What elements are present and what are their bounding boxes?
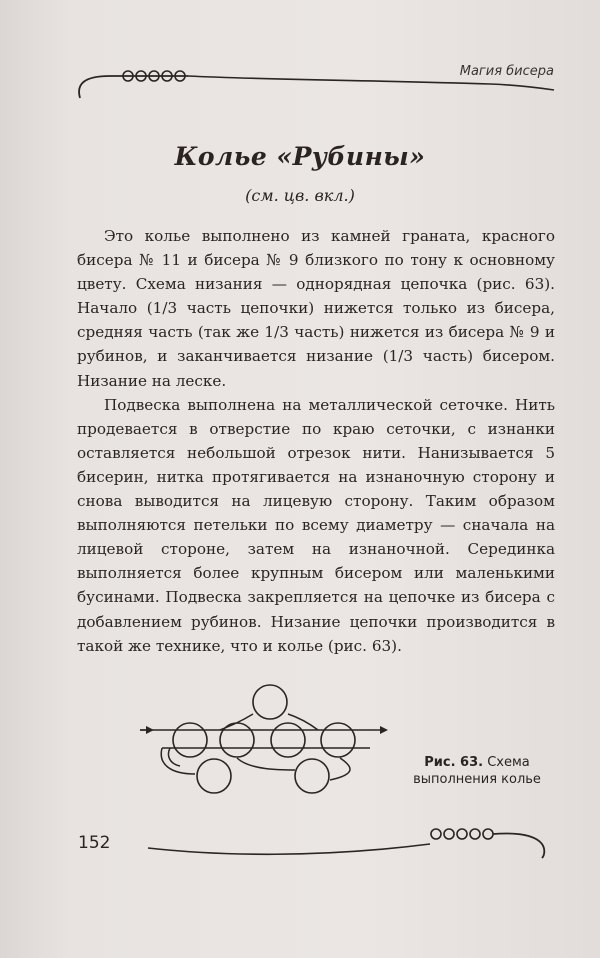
article-subtitle: (см. цв. вкл.) xyxy=(245,186,355,205)
figure-caption-text: Схема выполнения колье xyxy=(413,755,541,787)
footer-ornament xyxy=(140,818,560,862)
article-body xyxy=(77,224,555,658)
beading-scheme-diagram xyxy=(140,674,390,804)
running-title: Магия бисера xyxy=(459,64,554,79)
bead-circles xyxy=(173,685,355,793)
article-title: Колье «Рубины» xyxy=(174,142,426,171)
figure-caption-label: Рис. 63. xyxy=(424,755,484,770)
page-number: 152 xyxy=(78,833,111,853)
paragraph-1: Это колье выполнено из камней граната, красного бисера № 11 и бисера № 9 близкого по тону к основному цвету. Схема низания — однорядная цепочка (рис. 63). Начало (1/3 часть цепочки) нижется только из бисера, средняя часть (так же 1/3 часть) нижется из бисера № 9 и рубинов, и заканчивается низание (1/3 часть) бисером. Низание на леске. xyxy=(77,227,555,390)
paragraph-2: Подвеска выполнена на металлической сеточке. Нить продевается в отверстие по краю сеточки, с изнанки оставляется небольшой отрезок нити. Нанизывается 5 бисерин, нитка протягивается на изнаночную сторону и снова выводится на лицевую сторону. Таким образом выполняются петельки по всему диаметру — сначала на лицевой стороне, затем на изнаночной. Серединка выполняется более крупным бисером или маленькими бусинами. Подвеска закрепляется на цепочке из бисера с добавлением рубинов. Низание цепочки производится в такой же технике, что и колье (рис. 63). xyxy=(77,395,555,655)
thread-paths xyxy=(140,714,388,780)
figure-caption xyxy=(402,754,552,788)
